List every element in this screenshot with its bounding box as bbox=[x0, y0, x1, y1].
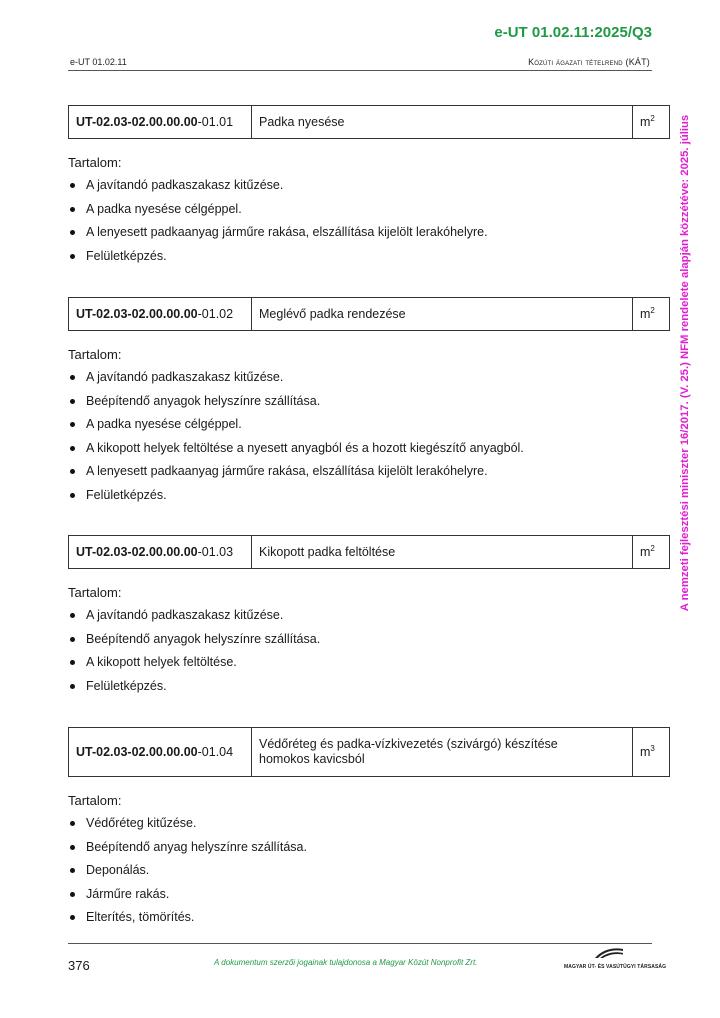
list-item: A javítandó padkaszakasz kitűzése. bbox=[68, 368, 670, 392]
list-item: A padka nyesése célgéppel. bbox=[68, 415, 670, 439]
item-title: Meglévő padka rendezése bbox=[252, 298, 633, 331]
side-note-text: A nemzeti fejlesztési miniszter 16/2017. (V. 25.) NFM rendelete alapján közzétéve: 2025. július bbox=[679, 114, 691, 612]
running-header bbox=[68, 56, 652, 71]
list-item: Felületképzés. bbox=[68, 486, 670, 510]
content-list bbox=[68, 368, 670, 509]
logo-emblem-icon bbox=[594, 946, 624, 960]
item-unit: $m^3$ bbox=[633, 728, 670, 777]
list-item: Elterítés, tömörítés. bbox=[68, 908, 670, 932]
work-item bbox=[68, 105, 670, 270]
item-code: UT-02.03-02.00.00.00-01.01 bbox=[69, 106, 252, 139]
list-item: A javítandó padkaszakasz kitűzése. bbox=[68, 176, 670, 200]
list-item: A kikopott helyek feltöltése. bbox=[68, 653, 670, 677]
list-item: Beépítendő anyagok helyszínre szállítása. bbox=[68, 392, 670, 416]
list-item: Beépítendő anyagok helyszínre szállítása. bbox=[68, 630, 670, 654]
header-right: Közúti ágazati tételrend (KÁT) bbox=[528, 57, 650, 67]
content-label: Tartalom: bbox=[68, 585, 122, 600]
list-item: A kikopott helyek feltöltése a nyesett anyagból és a hozott kiegészítő anyagból. bbox=[68, 439, 670, 463]
item-title: Kikopott padka feltöltése bbox=[252, 536, 633, 569]
item-code-table bbox=[68, 297, 670, 331]
content-list bbox=[68, 814, 670, 932]
content-label: Tartalom: bbox=[68, 793, 122, 808]
item-code: UT-02.03-02.00.00.00-01.03 bbox=[69, 536, 252, 569]
work-item bbox=[68, 535, 670, 700]
copyright-note: A dokumentum szerzői jogainak tulajdonosa a Magyar Közút Nonprofit Zrt. bbox=[214, 958, 478, 967]
item-unit: $m^2$ bbox=[633, 536, 670, 569]
page-number: 376 bbox=[68, 958, 90, 973]
item-unit: $m^2$ bbox=[633, 106, 670, 139]
list-item: A lenyesett padkaanyag járműre rakása, elszállítása kijelölt lerakóhelyre. bbox=[68, 223, 670, 247]
content-label: Tartalom: bbox=[68, 155, 122, 170]
list-item: A lenyesett padkaanyag járműre rakása, elszállítása kijelölt lerakóhelyre. bbox=[68, 462, 670, 486]
society-logo bbox=[564, 946, 667, 970]
item-code-table bbox=[68, 535, 670, 569]
work-item bbox=[68, 727, 670, 932]
document-code: e-UT 01.02.11:2025/Q3 bbox=[494, 24, 652, 41]
list-item: Felületképzés. bbox=[68, 677, 670, 701]
item-code: UT-02.03-02.00.00.00-01.04 bbox=[69, 728, 252, 777]
list-item: Deponálás. bbox=[68, 861, 670, 885]
side-publication-note bbox=[680, 98, 690, 628]
list-item: Védőréteg kitűzése. bbox=[68, 814, 670, 838]
list-item: A javítandó padkaszakasz kitűzése. bbox=[68, 606, 670, 630]
list-item: Beépítendő anyag helyszínre szállítása. bbox=[68, 838, 670, 862]
item-unit: $m^2$ bbox=[633, 298, 670, 331]
list-item: Járműre rakás. bbox=[68, 885, 670, 909]
header-left: e-UT 01.02.11 bbox=[70, 57, 127, 67]
work-item bbox=[68, 297, 670, 509]
list-item: Felületképzés. bbox=[68, 247, 670, 271]
content-list bbox=[68, 176, 670, 270]
item-code-table bbox=[68, 727, 670, 777]
list-item: A padka nyesése célgéppel. bbox=[68, 200, 670, 224]
content-list bbox=[68, 606, 670, 700]
logo-text: MAGYAR ÚT- ÉS VASÚTÜGYI TÁRSASÁG bbox=[564, 964, 667, 970]
item-title: Védőréteg és padka-vízkivezetés (szivárgó) készítése homokos kavicsból bbox=[252, 728, 633, 777]
content-label: Tartalom: bbox=[68, 347, 122, 362]
item-code: UT-02.03-02.00.00.00-01.02 bbox=[69, 298, 252, 331]
footer-divider bbox=[68, 943, 652, 944]
item-code-table bbox=[68, 105, 670, 139]
item-title: Padka nyesése bbox=[252, 106, 633, 139]
